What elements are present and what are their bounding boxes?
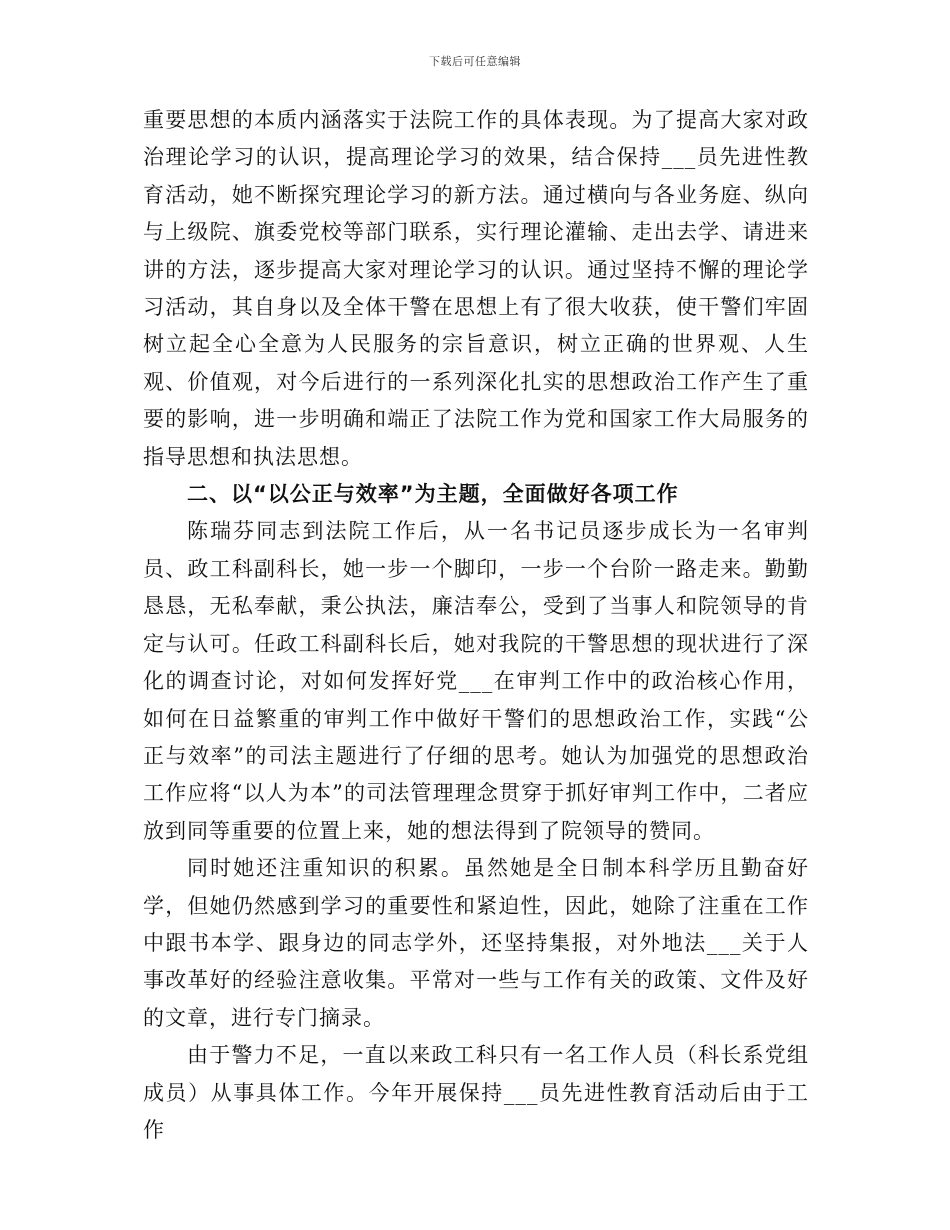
page-header-note: 下载后可任意编辑 xyxy=(429,55,521,68)
document-body xyxy=(143,102,809,1149)
paragraph: 陈瑞芬同志到法院工作后，从一名书记员逐步成长为一名审判员、政工科副科长，她一步一个脚印，一步一个台阶一路走来。勤勤恳恳，无私奉献，秉公执法，廉洁奉公，受到了当事人和院领导的肯定与认可。任政工科副科长后，她对我院的干警思想的现状进行了深化的调查讨论，对如何发挥好党___在审判工作中的政治核心作用，如何在日益繁重的审判工作中做好干警们的思想政治工作，实践“公正与效率”的司法主题进行了仔细的思考。她认为加强党的思想政治工作应将“以人为本”的司法管理理念贯穿于抓好审判工作中，二者应放到同等重要的位置上来，她的想法得到了院领导的赞同。 xyxy=(143,519,809,843)
paragraph: 同时她还注重知识的积累。虽然她是全日制本科学历且勤奋好学，但她仍然感到学习的重要性和紧迫性，因此，她除了注重在工作中跟书本学、跟身边的同志学外，还坚持集报，对外地法___关于人事改革好的经验注意收集。平常对一些与工作有关的政策、文件及好的文章，进行专门摘录。 xyxy=(143,856,809,1030)
paragraph-continued: 重要思想的本质内涵落实于法院工作的具体表现。为了提高大家对政治理论学习的认识，提高理论学习的效果，结合保持___员先进性教育活动，她不断探究理论学习的新方法。通过横向与各业务庭、纵向与上级院、旗委党校等部门联系，实行理论灌输、走出去学、请进来讲的方法，逐步提高大家对理论学习的认识。通过坚持不懈的理论学习活动，其自身以及全体干警在思想上有了很大收获，使干警们牢固树立起全心全意为人民服务的宗旨意识，树立正确的世界观、人生观、价值观，对今后进行的一系列深化扎实的思想政治工作产生了重要的影响，进一步明确和端正了法院工作为党和国家工作大局服务的指导思想和执法思想。 xyxy=(143,108,809,469)
paragraph: 由于警力不足，一直以来政工科只有一名工作人员（科长系党组成员）从事具体工作。今年开展保持___员先进性教育活动后由于工作 xyxy=(143,1043,809,1142)
section-heading: 二、以“以公正与效率”为主题，全面做好各项工作 xyxy=(187,482,679,507)
